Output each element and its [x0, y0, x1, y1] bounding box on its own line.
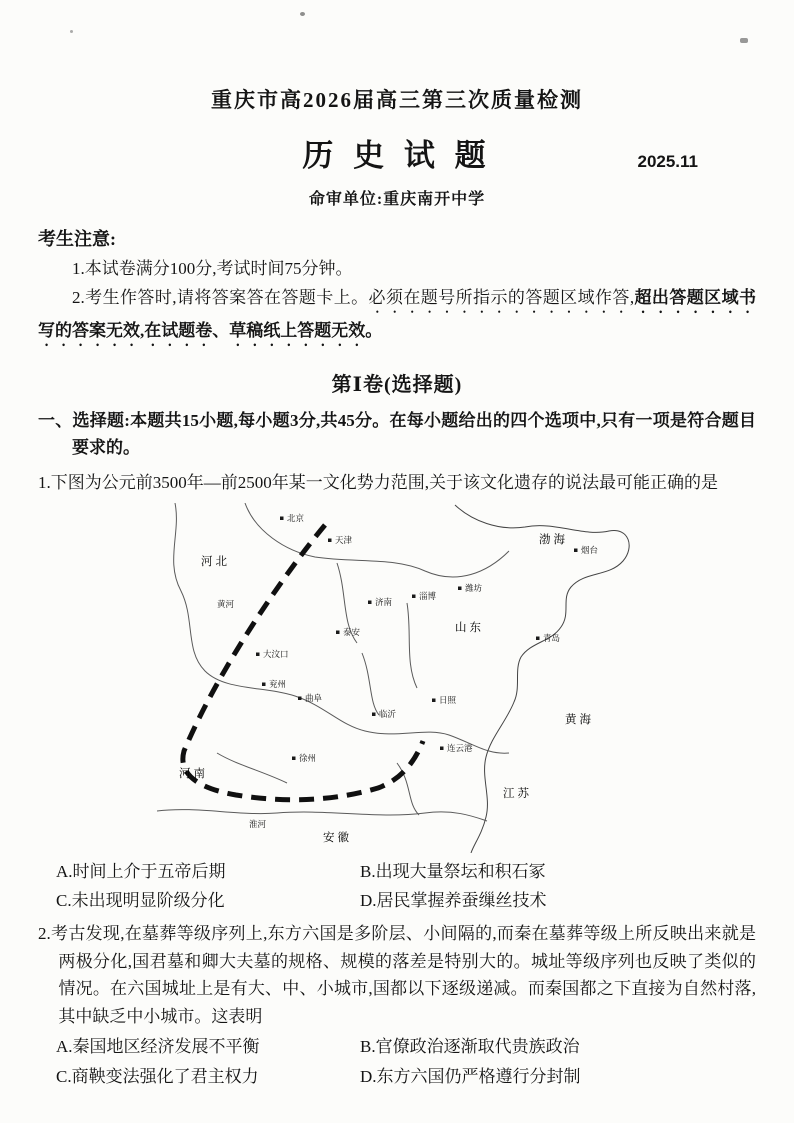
option-1c: C.未出现明显阶级分化: [56, 891, 225, 911]
question-2: [38, 920, 756, 1092]
notice-item-1: 1.本试卷满分100分,考试时间75分钟。: [72, 259, 353, 279]
map-label: 徐州: [299, 752, 317, 763]
question-1: [38, 469, 756, 916]
map-label: 渤海: [539, 533, 568, 546]
map-label: 济南: [375, 596, 393, 607]
option-1b: B.出现大量祭坛和积石冢: [360, 861, 546, 881]
notice-block: [38, 225, 756, 350]
map-site-marker: [292, 756, 296, 760]
culture-range-map: [157, 503, 637, 853]
map-label: 兖州: [269, 678, 287, 689]
map-label: 临沂: [379, 708, 397, 719]
map-label: 河南: [179, 767, 208, 780]
map-label: 江苏: [503, 787, 532, 800]
map-site-marker: [298, 696, 302, 700]
notice-heading: 考生注意:: [38, 229, 116, 249]
exam-header-title: 重庆市高2026届高三第三次质量检测: [211, 88, 583, 112]
option-1a: A.时间上介于五帝后期: [56, 861, 226, 881]
map-label: 天津: [335, 534, 353, 545]
map-site-marker: [536, 636, 540, 640]
map-site-marker: [280, 516, 284, 520]
map-site-marker: [574, 548, 578, 552]
map-site-marker: [328, 538, 332, 542]
map-label: 北京: [287, 512, 305, 523]
map-label: 黄海: [565, 713, 594, 726]
option-2c: C.商鞅变法强化了君主权力: [56, 1066, 259, 1086]
map-site-marker: [412, 594, 416, 598]
map-site-marker: [458, 586, 462, 590]
map-label: 曲阜: [305, 692, 323, 703]
map-label: 泰安: [343, 626, 361, 637]
map-label: 淄博: [419, 590, 437, 601]
map-svg: [157, 503, 637, 853]
exam-date: 2025.11: [637, 152, 698, 171]
option-2a: A.秦国地区经济发展不平衡: [56, 1037, 260, 1057]
question-1-stem: 1.下图为公元前3500年—前2500年某一文化势力范围,关于该文化遗存的说法最可能正确的是: [38, 473, 718, 493]
subject-title: 历 史 试 题: [302, 138, 492, 173]
map-site-marker: [432, 698, 436, 702]
map-label: 日照: [439, 694, 457, 705]
map-site-marker: [372, 712, 376, 716]
scan-artifact: [740, 38, 748, 43]
option-1d: D.居民掌握养蚕缫丝技术: [360, 891, 547, 911]
map-site-marker: [262, 682, 266, 686]
map-label: 安徽: [323, 831, 352, 844]
map-site-marker: [368, 600, 372, 604]
notice-item-2-dotted: 必须在题号所指示的答题区域作答,: [368, 287, 635, 307]
map-site-marker: [256, 652, 260, 656]
map-label: 大汶口: [263, 648, 289, 659]
question-2-options: [56, 1032, 756, 1092]
question-2-stem: 2.考古发现,在墓葬等级序列上,东方六国是多阶层、小间隔的,而秦在墓葬等级上所反映出来就是两极分化,国君墓和卿大夫墓的规格、规模的落差是特别大的。城址等级序列也反映了类似的情况。在六国城址上是有大、中、小城市,国都以下逐级递减。而秦国都之下直接为自然村落,其中缺乏中小城市。这表明: [38, 924, 756, 1026]
issuer-line: 命审单位:重庆南开中学: [308, 191, 486, 208]
option-2d: D.东方六国仍严格遵行分封制: [360, 1066, 581, 1086]
notice-item-2: [38, 284, 756, 350]
map-label: 青岛: [543, 632, 561, 643]
question-1-options: [56, 857, 756, 917]
map-label: 山东: [455, 621, 484, 634]
map-label: 淮河: [249, 818, 267, 829]
map-site-marker: [440, 746, 444, 750]
option-2b: B.官僚政治逐渐取代贵族政治: [360, 1037, 580, 1057]
map-label: 烟台: [581, 544, 599, 555]
notice-item-2-emphasis: 超出答题区域书写的答案无效,在试题卷、草稿纸上答题无效。: [38, 287, 757, 340]
scan-artifact: [300, 12, 305, 16]
section-title: 第Ⅰ卷(选择题): [331, 373, 463, 396]
map-label: 黄河: [217, 598, 235, 609]
map-label: 河北: [201, 555, 230, 568]
notice-item-2-text: 2.考生作答时,请将答案答在答题卡上。: [72, 287, 369, 307]
map-label: 潍坊: [465, 582, 483, 593]
scan-artifact: [70, 30, 73, 33]
subject-row: [38, 130, 756, 174]
map-label: 连云港: [447, 742, 473, 753]
section-intro: 一、选择题:本题共15小题,每小题3分,共45分。在每小题给出的四个选项中,只有一项是符合题目要求的。: [38, 410, 756, 457]
map-site-marker: [336, 630, 340, 634]
